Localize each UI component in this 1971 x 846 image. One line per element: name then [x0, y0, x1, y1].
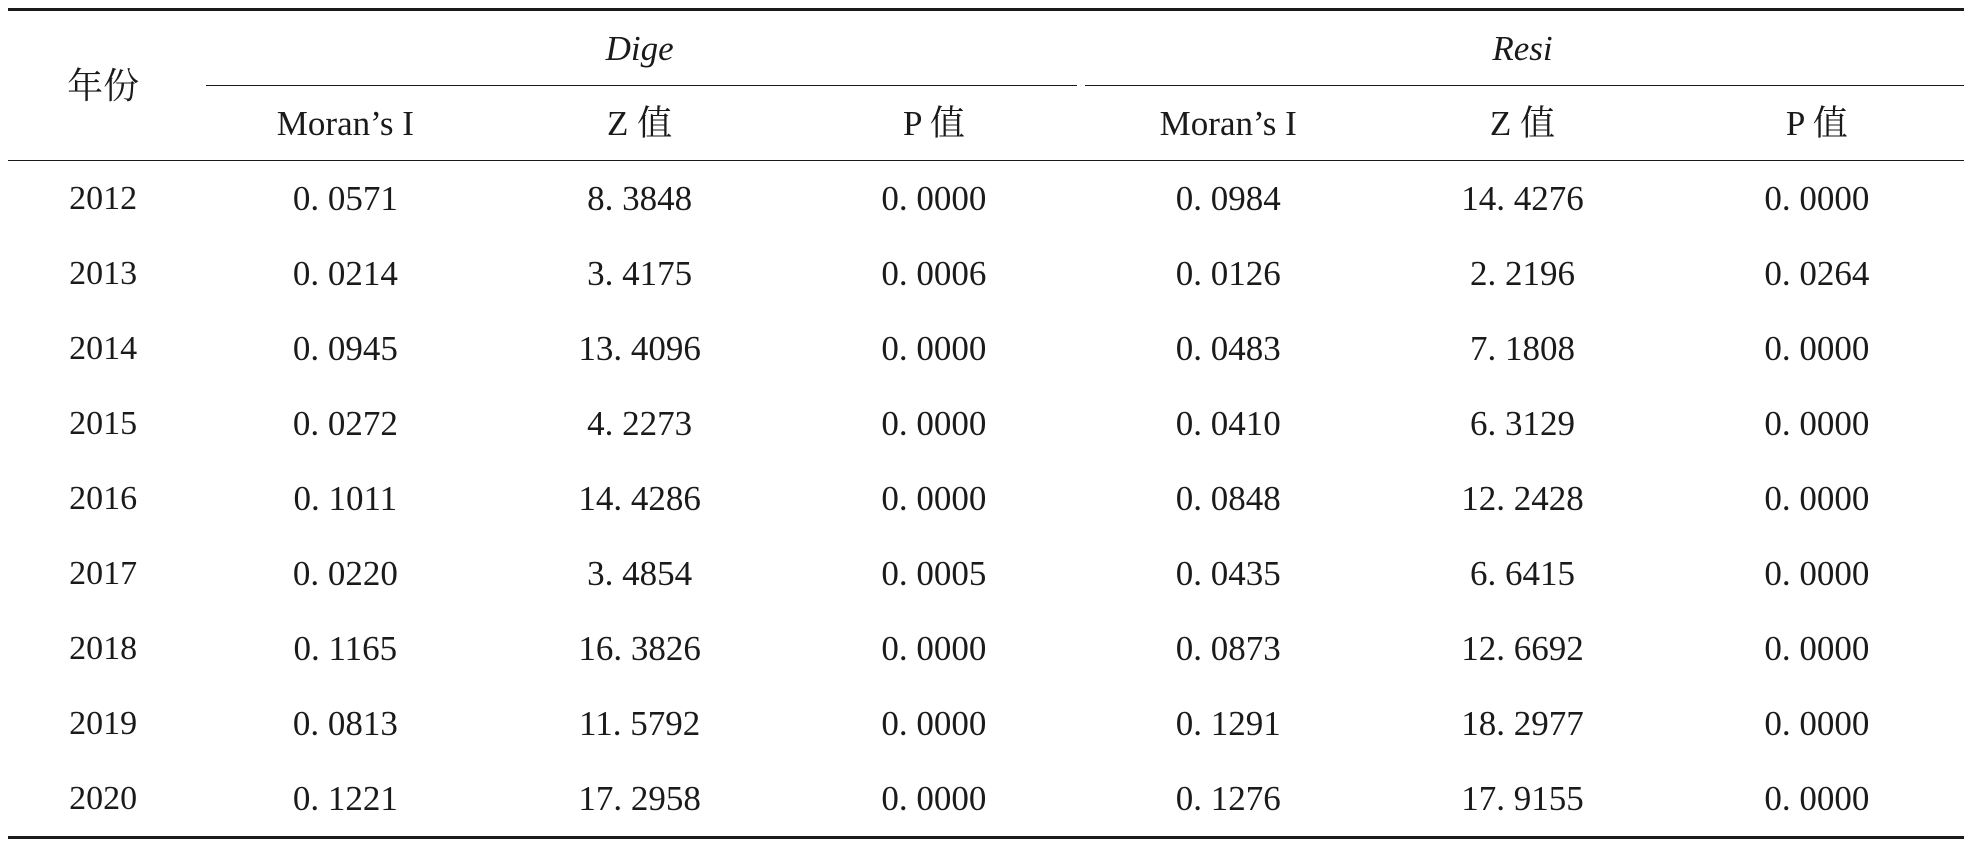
value-cell: 0. 1165	[293, 629, 398, 668]
column-header-dige-morans-i: Moran’s I	[198, 86, 492, 161]
value-cell: 3. 4854	[587, 554, 693, 593]
value-cell: 0. 1276	[1081, 761, 1375, 838]
value-cell: 0. 0848	[1175, 479, 1281, 518]
table-row	[8, 236, 1964, 311]
value-cell: 0. 0000	[881, 179, 987, 218]
value-cell: 0. 0000	[881, 329, 987, 368]
value-cell: 0. 0000	[787, 761, 1081, 838]
value-cell: 0. 0000	[1764, 629, 1870, 668]
group-header-rule	[1085, 85, 1964, 86]
value-cell: 0. 0000	[1764, 704, 1870, 743]
value-cell: 8. 3848	[587, 179, 693, 218]
value-cell: 11. 5792	[579, 704, 701, 743]
value-cell: 0. 0571	[292, 179, 398, 218]
group-header-row	[8, 10, 1964, 87]
value-cell: 0. 1291	[1175, 704, 1281, 743]
value-cell: 0. 0220	[292, 554, 398, 593]
group-header-label: Dige	[605, 29, 674, 68]
value-cell: 0. 0813	[292, 704, 398, 743]
year-cell: 2016	[69, 479, 138, 517]
morans-i-table	[8, 8, 1964, 839]
value-cell: 18. 2977	[1461, 704, 1584, 743]
value-cell: 0. 0000	[881, 479, 987, 518]
value-cell: 0. 0000	[1764, 554, 1870, 593]
value-cell: 12. 2428	[1461, 479, 1584, 518]
column-header-row	[8, 86, 1964, 161]
value-cell: 14. 4286	[578, 479, 701, 518]
column-header-dige-p: P 值	[787, 86, 1081, 161]
group-header-resi	[1081, 10, 1964, 87]
value-cell: 0. 1011	[293, 479, 398, 518]
value-cell: 0. 0000	[1764, 404, 1870, 443]
column-header-resi-z: Z 值	[1375, 86, 1669, 161]
table-row	[8, 536, 1964, 611]
group-header-dige	[198, 10, 1081, 87]
year-cell: 2014	[69, 329, 138, 367]
value-cell: 13. 4096	[578, 329, 701, 368]
value-cell: 0. 0435	[1175, 554, 1281, 593]
value-cell: 0. 0483	[1175, 329, 1281, 368]
value-cell: 0. 0000	[881, 704, 987, 743]
column-header-dige-z: Z 值	[492, 86, 786, 161]
value-cell: 0. 0873	[1175, 629, 1281, 668]
column-header-resi-morans-i: Moran’s I	[1081, 86, 1375, 161]
table-row	[8, 611, 1964, 686]
value-cell: 12. 6692	[1461, 629, 1584, 668]
value-cell: 14. 4276	[1461, 179, 1584, 218]
value-cell: 0. 0272	[292, 404, 398, 443]
value-cell: 0. 0000	[1764, 329, 1870, 368]
value-cell: 0. 0000	[881, 404, 987, 443]
column-header-resi-p: P 值	[1670, 86, 1964, 161]
value-cell: 6. 3129	[1469, 404, 1575, 443]
year-cell: 2019	[69, 704, 138, 742]
value-cell: 2. 2196	[1469, 254, 1575, 293]
value-cell: 0. 0264	[1764, 254, 1870, 293]
year-column-header: 年份	[8, 10, 198, 161]
table-container	[8, 8, 1964, 839]
year-cell: 2012	[69, 179, 138, 217]
value-cell: 16. 3826	[578, 629, 701, 668]
value-cell: 0. 0410	[1175, 404, 1281, 443]
value-cell: 0. 0000	[1670, 761, 1964, 838]
value-cell: 0. 0005	[881, 554, 987, 593]
value-cell: 0. 0945	[292, 329, 398, 368]
table-row	[8, 386, 1964, 461]
value-cell: 4. 2273	[587, 404, 693, 443]
value-cell: 6. 6415	[1469, 554, 1575, 593]
group-header-label: Resi	[1492, 29, 1553, 68]
table-row	[8, 686, 1964, 761]
value-cell: 0. 1221	[198, 761, 492, 838]
group-header-rule	[206, 85, 1077, 86]
year-cell: 2017	[69, 554, 138, 592]
value-cell: 0. 0000	[881, 629, 987, 668]
year-cell: 2013	[69, 254, 138, 292]
table-row	[8, 311, 1964, 386]
table-body	[8, 161, 1964, 838]
value-cell: 0. 0006	[881, 254, 987, 293]
table-row	[8, 461, 1964, 536]
table-row	[8, 761, 1964, 838]
value-cell: 0. 0984	[1175, 179, 1281, 218]
value-cell: 0. 0126	[1175, 254, 1281, 293]
value-cell: 17. 9155	[1375, 761, 1669, 838]
year-cell: 2015	[69, 404, 138, 442]
table-row	[8, 161, 1964, 237]
value-cell: 3. 4175	[587, 254, 693, 293]
value-cell: 0. 0000	[1764, 479, 1870, 518]
value-cell: 0. 0000	[1764, 179, 1870, 218]
value-cell: 17. 2958	[492, 761, 786, 838]
value-cell: 0. 0214	[292, 254, 398, 293]
year-cell: 2018	[69, 629, 138, 667]
value-cell: 7. 1808	[1469, 329, 1575, 368]
year-cell: 2020	[8, 761, 198, 838]
